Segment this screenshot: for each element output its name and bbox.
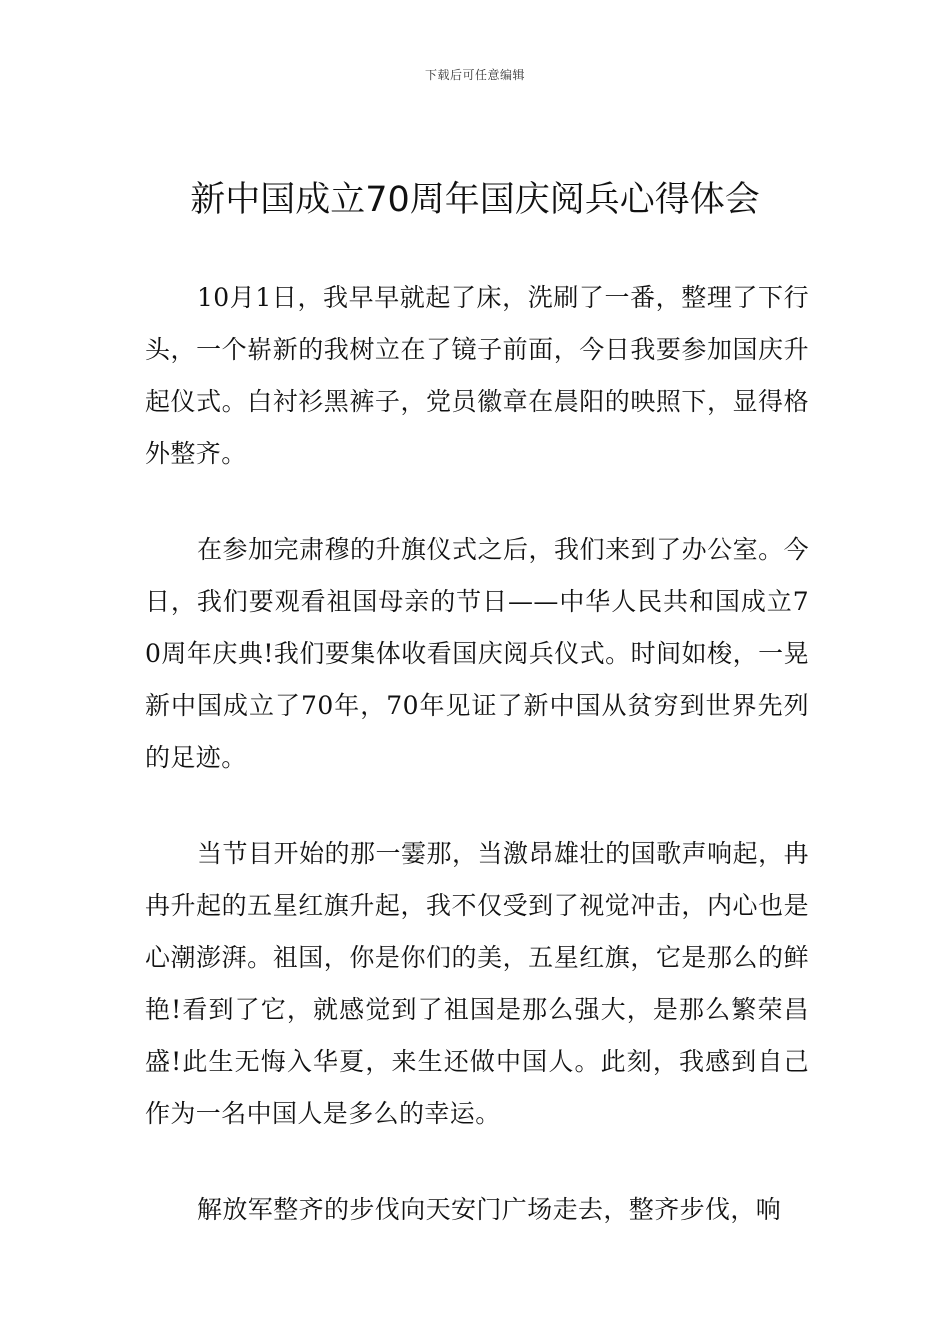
paragraph-4: 解放军整齐的步伐向天安门广场走去，整齐步伐，响 (197, 1195, 782, 1224)
header-note: 下载后可任意编辑 (424, 68, 525, 82)
paragraph-3: 当节目开始的那一霎那，当激昂雄壮的国歌声响起，冉冉升起的五星红旗升起，我不仅受到了视觉冲击，内心也是心潮澎湃。祖国，你是你们的美，五星红旗，它是那么的鲜艳!看到了它，就感觉到了祖国是那么强大，是那么繁荣昌盛!此生无悔入华夏，来生还做中国人。此刻，我感到自己作为一名中国人是多么的幸运。 (145, 839, 809, 1128)
paragraph-1: 10月1日，我早早就起了床，洗刷了一番，整理了下行头，一个崭新的我树立在了镜子前面，今日我要参加国庆升起仪式。白衬衫黑裤子，党员徽章在晨阳的映照下，显得格外整齐。 (145, 283, 809, 468)
document-body (145, 272, 809, 1280)
paragraph-2: 在参加完肃穆的升旗仪式之后，我们来到了办公室。今日，我们要观看祖国母亲的节日——中华人民共和国成立70周年庆典!我们要集体收看国庆阅兵仪式。时间如梭，一晃新中国成立了70年，70年见证了新中国从贫穷到世界先列的足迹。 (145, 535, 809, 772)
document-title: 新中国成立70周年国庆阅兵心得体会 (190, 180, 760, 220)
